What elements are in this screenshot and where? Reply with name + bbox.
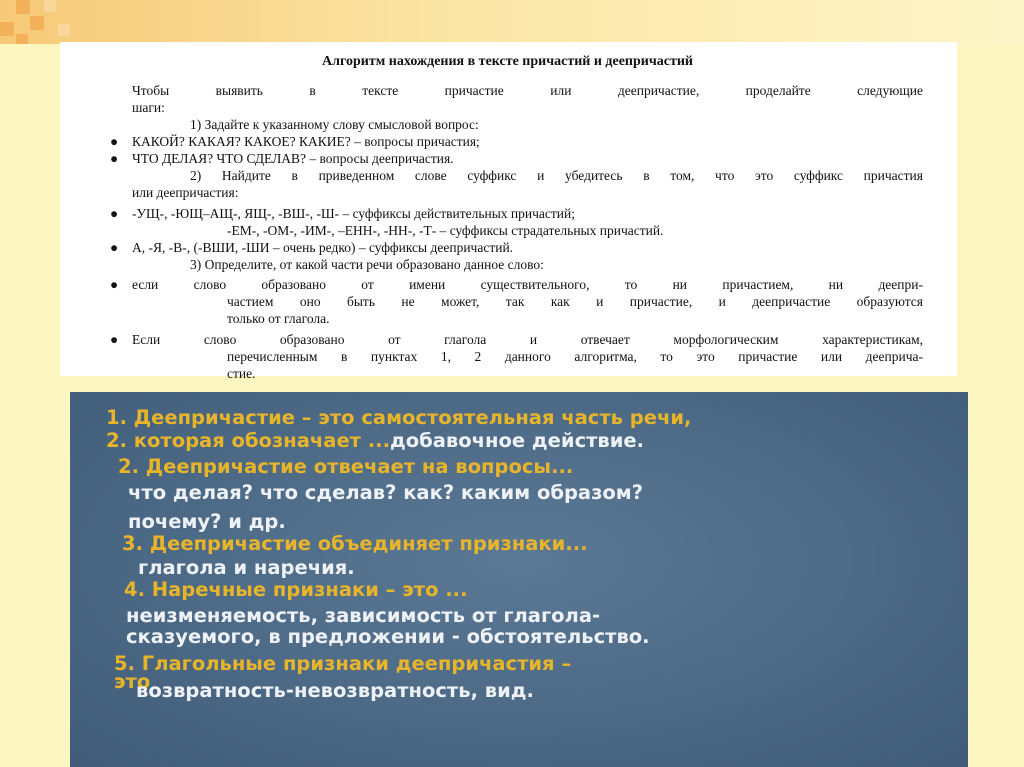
panel-line: 4. Наречные признаки – это ... [124,578,468,601]
bullet-icon: ● [110,240,119,255]
list-item-text: только от глагола. [227,311,330,326]
decor-square [58,24,70,36]
definition-panel [70,392,968,767]
list-item-text: -ЕМ-, -ОМ-, -ИМ-, –ЕНН-, -НН-, -Т- – суффиксы страдательных причастий. [227,223,664,238]
panel-line-answer: добавочное действие. [390,429,645,452]
list-item [110,276,923,293]
panel-line-answer: что делая? что сделав? как? каким образом? [128,481,644,504]
intro-line: шаги: [132,100,165,115]
panel-line: 1. Деепричастие – это самостоятельная часть речи, [106,406,692,429]
list-item [110,150,923,167]
decor-square [16,34,28,44]
list-item-text: ЧТО ДЕЛАЯ? ЧТО СДЕЛАВ? – вопросы деепричастия. [132,151,454,166]
intro-line: Чтобы выявить в тексте причастие или деепричастие, проделайте следующие [132,83,923,98]
top-decor-band [0,0,1024,44]
list-item [110,133,923,150]
panel-line-answer: неизменяемость, зависимость от глагола- [126,604,601,627]
list-item [110,331,923,348]
decor-square [0,22,14,36]
panel-line: 2. которая обозначает ... [106,429,390,452]
list-item-text: если слово образовано от имени существительного, то ни причастием, ни деепри- [132,277,923,292]
panel-line: 3. Деепричастие объединяет признаки... [122,532,588,555]
panel-line: 5. Глагольные признаки деепричастия – [114,652,572,675]
bullet-icon: ● [110,332,119,347]
bullet-icon: ● [110,277,119,292]
step-2: 2) Найдите в приведенном слове суффикс и убедитесь в том, что это суффикс причастия [190,168,923,183]
step-3: 3) Определите, от какой части речи образовано данное слово: [190,257,544,272]
bullet-icon: ● [110,134,119,149]
panel-line-answer: почему? и др. [128,510,286,533]
list-item [110,239,923,256]
list-item [110,205,923,222]
decor-square [44,0,56,12]
bullet-icon: ● [110,151,119,166]
list-item-text: А, -Я, -В-, (-ВШИ, -ШИ – очень редко) – суффиксы деепричастий. [132,240,514,255]
bullet-icon: ● [110,206,119,221]
list-item-text: КАКОЙ? КАКАЯ? КАКОЕ? КАКИЕ? – вопросы причастия; [132,134,480,149]
list-item-text: частием оно быть не может, так как и причастие, и деепричастие образуются [227,294,923,309]
panel-line-answer: сказуемого, в предложении - обстоятельство. [126,625,650,648]
step-1: 1) Задайте к указанному слову смысловой вопрос: [190,117,479,132]
list-item-text: Если слово образовано от глагола и отвечает морфологическим характеристикам, [132,332,923,347]
algorithm-title: Алгоритм нахождения в тексте причастий и деепричастий [322,54,693,69]
step-2-cont: или деепричастия: [132,185,239,200]
list-item-text: -УЩ-, -ЮЩ–АЩ-, ЯЩ-, -ВШ-, -Ш- – суффиксы действительных причастий; [132,206,575,221]
decor-square [16,0,30,14]
list-item-text: перечисленным в пунктах 1, 2 данного алгоритма, то это причастие или дееприча- [227,349,923,364]
panel-line: 2. Деепричастие отвечает на вопросы... [118,455,574,478]
panel-line-answer: глагола и наречия. [138,556,355,579]
list-item-text: стие. [227,366,256,381]
algorithm-card [60,42,957,381]
panel-line-answer: возвратность-невозвратность, вид. [136,679,534,702]
panel-line: это [114,670,151,693]
decor-square [30,16,44,30]
